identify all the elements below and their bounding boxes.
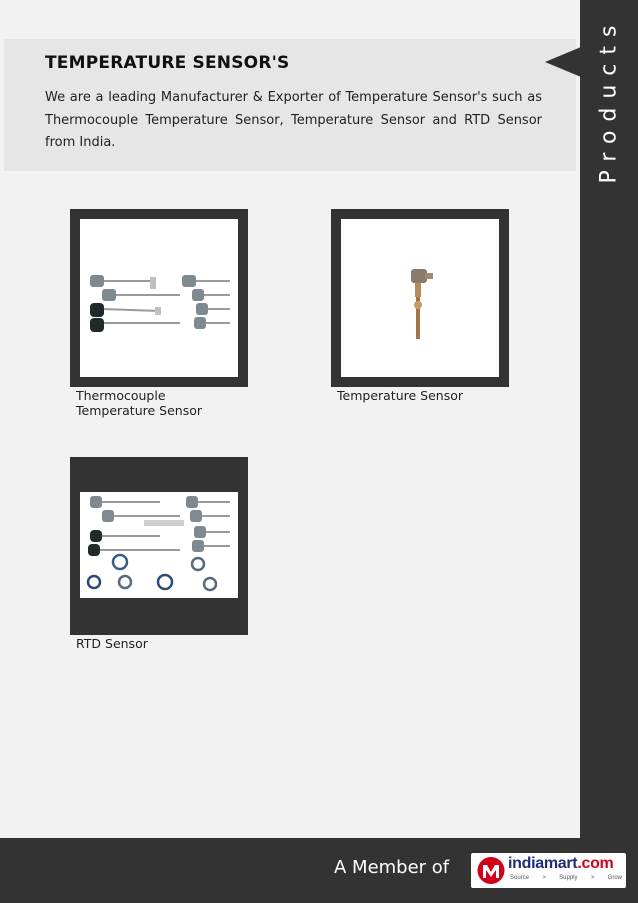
sidebar (580, 0, 638, 838)
sidebar-pointer (545, 47, 581, 77)
temperature-sensor-image (341, 219, 499, 377)
indiamart-logo[interactable] (471, 853, 626, 888)
indiamart-m-icon (476, 856, 506, 885)
product-caption-temperature-sensor[interactable]: Temperature Sensor (337, 388, 464, 403)
product-card-rtd-sensor[interactable] (70, 457, 248, 635)
intro-panel (4, 39, 576, 171)
intro-description: We are a leading Manufacturer & Exporter of Temperature Sensor's such as Thermocouple Temperature Sensor, Temperature Sensor and RTD Sensor from India. (45, 90, 542, 150)
product-card-temperature-sensor[interactable] (331, 209, 509, 387)
logo-tagline: Source > Supply > Grow (510, 875, 622, 881)
product-caption-rtd-sensor[interactable]: RTD Sensor (76, 636, 148, 651)
product-caption-thermocouple[interactable]: Thermocouple Temperature Sensor (76, 388, 203, 418)
page-title: TEMPERATURE SENSOR'S (45, 53, 290, 73)
product-card-thermocouple[interactable] (70, 209, 248, 387)
thermocouple-image (80, 219, 238, 377)
footer (0, 838, 638, 903)
member-text: A Member of (334, 857, 450, 878)
sidebar-title (580, 0, 638, 200)
sidebar-title-text: Products (596, 16, 622, 184)
thermocouple-assortment-icon (80, 219, 238, 377)
rtd-assortment-icon (80, 492, 238, 598)
logo-wordmark: indiamart.com (508, 855, 614, 872)
rtd-sensor-image (80, 492, 238, 598)
single-probe-sensor-icon (341, 219, 499, 377)
